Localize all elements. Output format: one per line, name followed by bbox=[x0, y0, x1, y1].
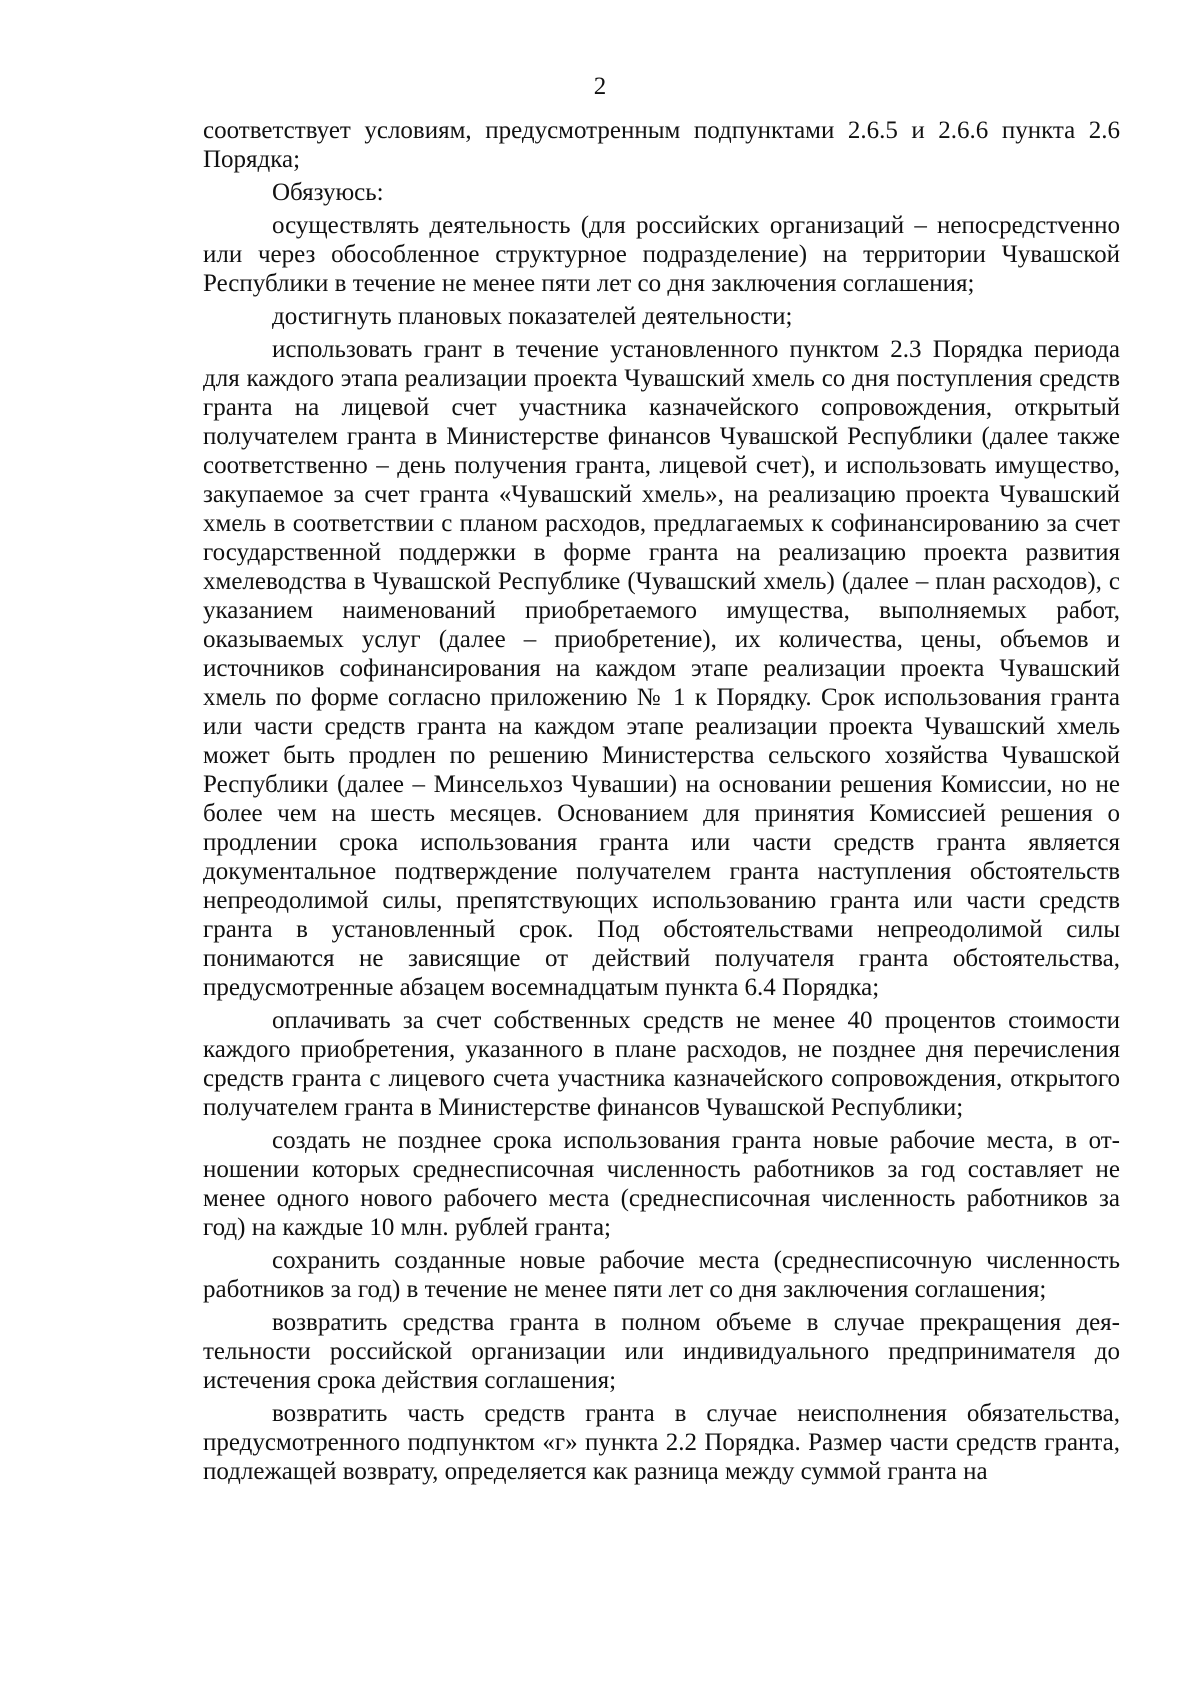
paragraph-keep-jobs: сохранить созданные новые рабочие места (среднесписочную численность работников за год) в течение не менее пяти лет со дня заключения соглашения; bbox=[203, 1247, 1120, 1303]
paragraph-full-refund: возвратить средства гранта в полном объеме в случае прекращения деятельности российской организации или индивидуального предпринимателя до истечения срока действия соглашения; bbox=[203, 1309, 1120, 1394]
paragraph-own-funds: оплачивать за счет собственных средств не менее 40 процентов стоимости каждого приобретения, указанного в плане расходов, не позднее дня перечисления средств гранта с лицевого счета участника казначейского сопровождения, открытого получателем гранта в Министерстве финансов Чувашской Республики; bbox=[203, 1007, 1120, 1121]
paragraph-obligations-heading: Обязуюсь: bbox=[272, 179, 384, 206]
paragraph-grant-usage: использовать грант в течение установленного пунктом 2.3 Порядка периода для каждого этапа реализации проекта Чувашский хмель со дня поступления средств гранта на лицевой счет участника казначейского сопровождения, открытый получателем гранта в Министерстве финансов Чувашской Республики (далее также соответственно – день получения гранта, лицевой счет), и использовать имущество, закупаемое за счет гранта «Чувашский хмель», на реализацию проекта Чувашский хмель в соответствии с планом расходов, предлагаемых к софинансированию за счет государственной поддержки в форме гранта на реализацию проекта развития хмелеводства в Чувашской Республике (Чувашский хмель) (далее – план расходов), с указанием наименований приобретаемого имущества, выполняемых работ, оказываемых услуг (далее – приобретение), их количества, цены, объемов и источников софинансирования на каждом этапе реализации проекта Чувашский хмель по форме согласно приложению № 1 к Порядку. Срок использования гранта или части средств гранта на каждом этапе реализации проекта Чувашский хмель может быть продлен по решению Министерства сельского хозяйства Чувашской Республики (далее – Минсельхоз Чувашии) на основании решения Комиссии, но не более чем на шесть месяцев. Основанием для принятия Комиссией решения о продлении срока использования гранта или части средств гранта является документальное подтверждение получателем гранта наступления обстоятельств непреодолимой силы, препятствующих использованию гранта или части средств гранта в установленный срок. Под обстоятельствами непреодолимой силы понимаются не зависящие от действий получателя гранта обстоятельства, предусмотренные абзацем восемнадцатым пункта 6.4 Порядка; bbox=[203, 336, 1120, 1001]
paragraph-planned-indicators: достигнуть плановых показателей деятельности; bbox=[272, 303, 793, 330]
paragraph-partial-refund: возвратить часть средств гранта в случае неисполнения обязательства, предусмотренного подпунктом «г» пункта 2.2 Порядка. Размер части средств гранта, подлежащей возврату, определяется как разница между суммой гранта на bbox=[203, 1400, 1120, 1485]
paragraph-activity-territory: осуществлять деятельность (для российских организаций – непосредстvенно или через обособленное структурное подразделение) на территории Чувашской Республики в течение не менее пяти лет со дня заключения соглашения; bbox=[203, 212, 1120, 297]
page-number: 2 bbox=[593, 73, 607, 100]
paragraph-conditions: соответствует условиям, предусмотренным подпунктами 2.6.5 и 2.6.6 пункта 2.6 Порядка; bbox=[203, 117, 1120, 173]
paragraph-new-jobs: создать не позднее срока использования гранта новые рабочие места, в отношении которых среднесписочная численность работников за год составляет не менее одного нового рабочего места (среднесписочная численность работников за год) на каждые 10 млн. рублей гранта; bbox=[203, 1127, 1120, 1241]
document-body bbox=[203, 116, 1120, 1486]
